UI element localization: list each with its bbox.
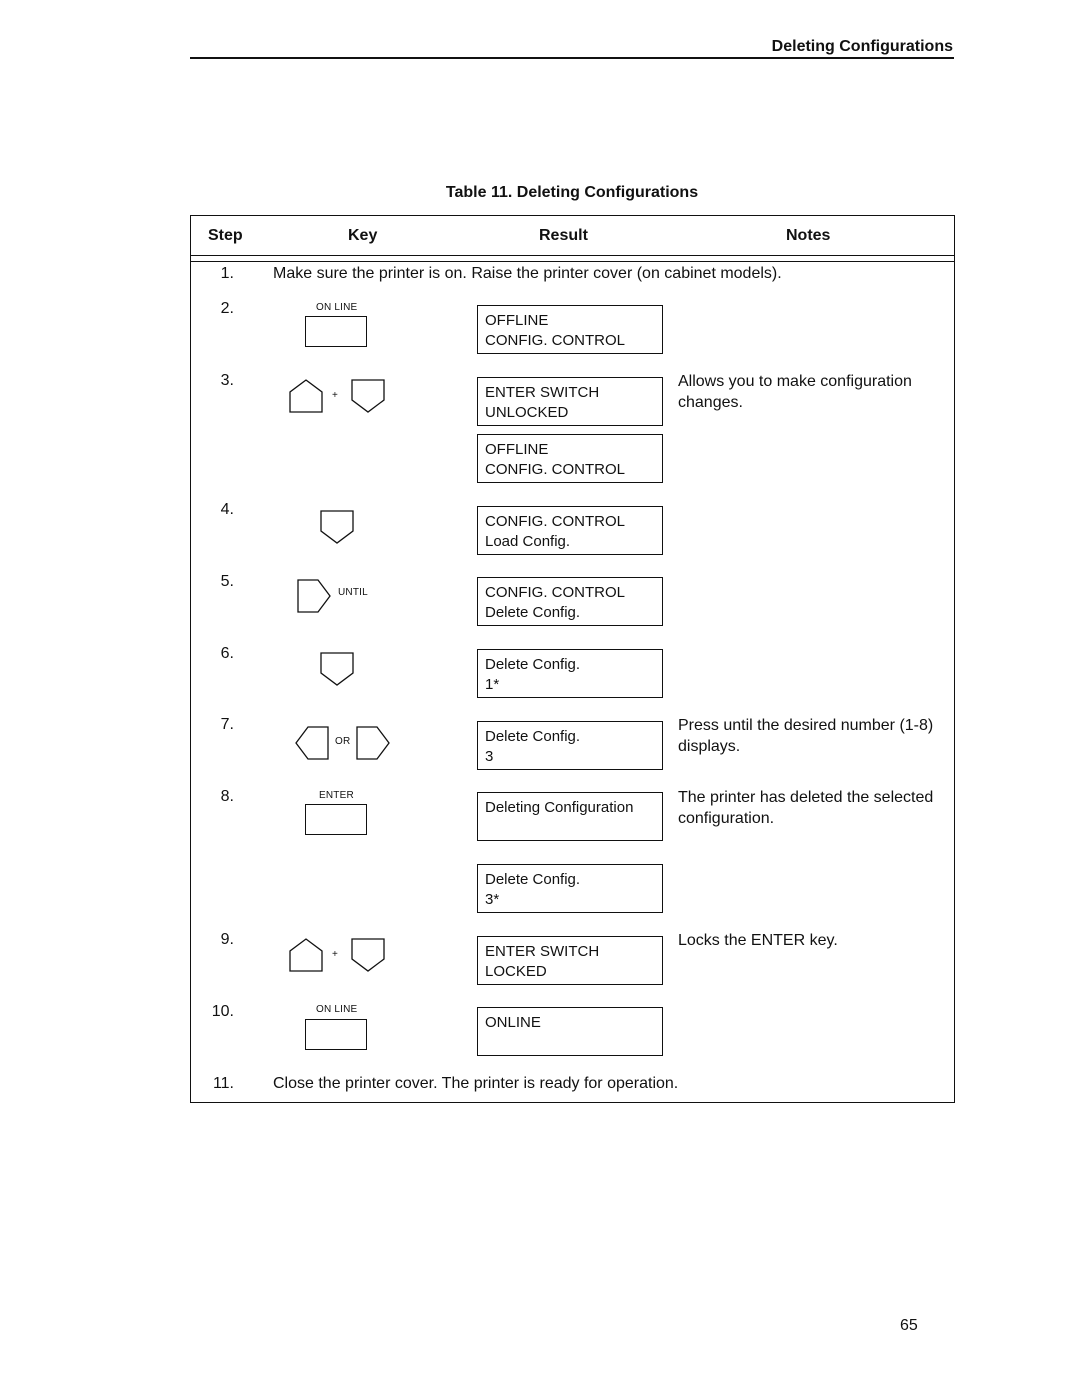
key-joiner: OR: [335, 736, 351, 747]
down-key-icon: [319, 509, 355, 545]
column-header-result: Result: [539, 227, 588, 244]
display-panel: ENTER SWITCH LOCKED: [477, 936, 663, 985]
column-header-notes: Notes: [786, 227, 831, 244]
page-number: 65: [900, 1317, 918, 1334]
display-panel: Delete Config. 3*: [477, 864, 663, 913]
until-label: UNTIL: [338, 587, 368, 598]
table-caption: Table 11. Deleting Configurations: [445, 184, 699, 201]
display-panel: OFFLINE CONFIG. CONTROL: [477, 305, 663, 354]
header-divider: [190, 261, 955, 262]
next-key-icon: [357, 727, 389, 759]
header-divider: [190, 255, 955, 256]
enter-key-label: ENTER: [319, 790, 354, 801]
column-header-key: Key: [348, 227, 378, 244]
step-number: 3.: [220, 372, 234, 389]
online-key-label: ON LINE: [316, 1004, 358, 1015]
step-note: Locks the ENTER key.: [678, 932, 838, 949]
display-panel: ONLINE: [477, 1007, 663, 1056]
display-panel: Deleting Configuration: [477, 792, 663, 841]
running-header-title: Deleting Configurations: [771, 38, 953, 55]
step-note: Press until the desired number (1-8) displays.: [678, 717, 934, 755]
step-number: 7.: [220, 716, 234, 733]
display-panel: Delete Config. 3: [477, 721, 663, 770]
online-key-label: ON LINE: [316, 302, 358, 313]
step-note: Allows you to make configuration changes.: [678, 373, 912, 411]
step-number: 1.: [220, 265, 234, 282]
down-key-icon: [352, 939, 384, 971]
display-panel: OFFLINE CONFIG. CONTROL: [477, 434, 663, 483]
step-number: 9.: [220, 931, 234, 948]
down-key-icon: [352, 380, 384, 412]
step-instruction: Close the printer cover. The printer is ready for operation.: [273, 1075, 679, 1092]
step-instruction: Make sure the printer is on. Raise the printer cover (on cabinet models).: [273, 265, 782, 282]
enter-key-icon: [305, 804, 367, 835]
column-header-step: Step: [208, 227, 243, 244]
step-note: The printer has deleted the selected configuration.: [678, 789, 934, 827]
display-panel: ENTER SWITCH UNLOCKED: [477, 377, 663, 426]
step-number: 2.: [220, 300, 234, 317]
step-number: 10.: [211, 1003, 234, 1020]
display-panel: CONFIG. CONTROL Load Config.: [477, 506, 663, 555]
online-key-icon: [305, 1019, 367, 1050]
display-panel: Delete Config. 1*: [477, 649, 663, 698]
step-number: 5.: [220, 573, 234, 590]
next-key-icon: [296, 578, 334, 614]
key-joiner: +: [332, 949, 339, 960]
step-number: 11.: [212, 1075, 234, 1092]
online-key-icon: [305, 316, 367, 347]
step-number: 8.: [220, 788, 234, 805]
step-number: 6.: [220, 645, 234, 662]
header-rule: [190, 57, 954, 59]
down-key-icon: [319, 651, 355, 687]
step-number: 4.: [220, 501, 234, 518]
display-panel: CONFIG. CONTROL Delete Config.: [477, 577, 663, 626]
key-joiner: +: [332, 390, 339, 401]
